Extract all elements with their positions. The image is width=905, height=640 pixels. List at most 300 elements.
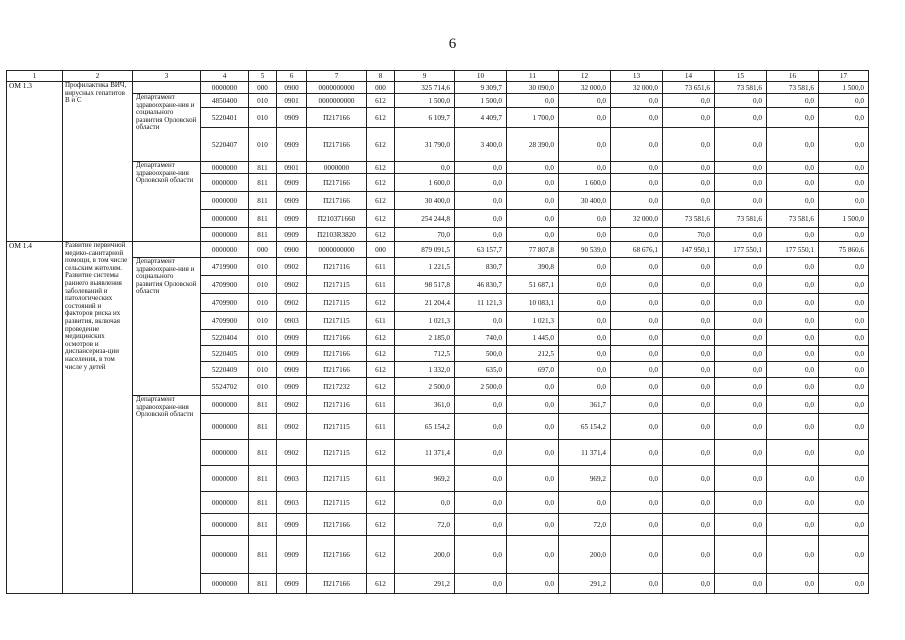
code-cell: 0909 [277,174,307,192]
amount-cell: 0,0 [559,94,611,108]
code-cell: 0000000 [201,162,249,174]
amount-cell: 0,0 [611,312,663,330]
amount-cell: 4 409,7 [455,108,507,128]
amount-cell: 0,0 [455,210,507,228]
code-cell: 5220407 [201,128,249,162]
code-cell: 611 [367,414,395,440]
amount-cell: 212,5 [507,346,559,362]
amount-cell: 0,0 [767,294,819,312]
code-cell: 0901 [277,94,307,108]
amount-cell: 0,0 [767,258,819,276]
executor-cell [133,82,201,94]
code-cell: П217166 [307,108,367,128]
code-cell: 0909 [277,108,307,128]
code-cell: 612 [367,294,395,312]
code-cell: 0902 [277,294,307,312]
amount-cell: 0,0 [507,192,559,210]
amount-cell: 0,0 [715,128,767,162]
code-cell: 612 [367,440,395,466]
amount-cell: 0,0 [507,414,559,440]
amount-cell: 30 400,0 [559,192,611,210]
code-cell: П217166 [307,128,367,162]
amount-cell: 1 700,0 [507,108,559,128]
amount-cell: 0,0 [559,210,611,228]
amount-cell: 73 581,6 [715,210,767,228]
code-cell: 0000000 [307,162,367,174]
amount-cell: 969,2 [395,466,455,492]
amount-cell: 1 221,5 [395,258,455,276]
amount-cell: 0,0 [663,174,715,192]
amount-cell: 0,0 [611,294,663,312]
amount-cell: 500,0 [455,346,507,362]
code-cell: 0900 [277,242,307,258]
code-cell: 811 [249,492,277,514]
amount-cell: 0,0 [559,162,611,174]
code-cell: 5220401 [201,108,249,128]
amount-cell: 0,0 [507,492,559,514]
amount-cell: 0,0 [767,574,819,594]
amount-cell: 254 244,8 [395,210,455,228]
column-header: 4 [201,71,249,82]
code-cell: П217115 [307,414,367,440]
amount-cell: 0,0 [611,162,663,174]
amount-cell: 0,0 [611,378,663,396]
code-cell: 0909 [277,228,307,242]
code-cell: 612 [367,174,395,192]
code-cell: 000 [367,82,395,94]
amount-cell: 0,0 [767,536,819,574]
amount-cell: 0,0 [455,514,507,536]
amount-cell: 0,0 [819,440,869,466]
amount-cell: 0,0 [455,192,507,210]
amount-cell: 0,0 [767,440,819,466]
code-cell: 612 [367,162,395,174]
code-cell: 010 [249,258,277,276]
amount-cell: 830,7 [455,258,507,276]
code-cell: 0901 [277,162,307,174]
amount-cell: 0,0 [663,258,715,276]
amount-cell: 0,0 [715,414,767,440]
amount-cell: 200,0 [395,536,455,574]
amount-cell: 0,0 [559,228,611,242]
code-cell: 811 [249,536,277,574]
table-row [7,258,869,276]
amount-cell: 30 090,0 [507,82,559,94]
code-cell: 811 [249,414,277,440]
code-cell: П217116 [307,258,367,276]
amount-cell: 65 154,2 [559,414,611,440]
amount-cell: 72,0 [395,514,455,536]
code-cell: П217166 [307,174,367,192]
code-cell: 4850400 [201,94,249,108]
amount-cell: 70,0 [395,228,455,242]
code-cell: 0000000 [201,396,249,414]
amount-cell: 0,0 [559,378,611,396]
amount-cell: 0,0 [715,440,767,466]
amount-cell: 0,0 [395,492,455,514]
amount-cell: 0,0 [559,312,611,330]
amount-cell: 0,0 [611,330,663,346]
code-cell: 0909 [277,210,307,228]
column-header: 17 [819,71,869,82]
amount-cell: 0,0 [819,362,869,378]
amount-cell: 291,2 [559,574,611,594]
code-cell: 0909 [277,128,307,162]
amount-cell: 0,0 [663,378,715,396]
amount-cell: 0,0 [611,466,663,492]
code-cell: 010 [249,276,277,294]
table-row [7,94,869,108]
amount-cell: 0,0 [611,192,663,210]
table-row [7,396,869,414]
code-cell: 0900 [277,82,307,94]
amount-cell: 0,0 [767,128,819,162]
amount-cell: 0,0 [663,574,715,594]
amount-cell: 200,0 [559,536,611,574]
column-header: 13 [611,71,663,82]
amount-cell: 0,0 [559,362,611,378]
executor-cell: Департамент здравоохране-ния Орловской области [133,396,201,594]
amount-cell: 63 157,7 [455,242,507,258]
code-cell: 4719900 [201,258,249,276]
amount-cell: 0,0 [663,312,715,330]
amount-cell: 1 500,0 [395,94,455,108]
amount-cell: 31 790,0 [395,128,455,162]
amount-cell: 0,0 [507,162,559,174]
amount-cell: 0,0 [507,396,559,414]
code-cell: 0000000 [201,174,249,192]
amount-cell: 0,0 [507,228,559,242]
executor-cell [133,242,201,258]
code-cell: 612 [367,536,395,574]
code-cell: 0000000000 [307,94,367,108]
amount-cell: 1 500,0 [455,94,507,108]
amount-cell: 177 550,1 [767,242,819,258]
amount-cell: 0,0 [715,108,767,128]
amount-cell: 0,0 [455,228,507,242]
code-cell: П217166 [307,536,367,574]
amount-cell: 0,0 [507,466,559,492]
amount-cell: 0,0 [663,94,715,108]
code-cell: 811 [249,192,277,210]
amount-cell: 0,0 [819,346,869,362]
amount-cell: 51 687,1 [507,276,559,294]
amount-cell: 0,0 [611,276,663,294]
amount-cell: 0,0 [767,108,819,128]
amount-cell: 0,0 [663,492,715,514]
amount-cell: 0,0 [455,162,507,174]
table-row [7,82,869,94]
code-cell: 0000000 [201,492,249,514]
code-cell: 612 [367,362,395,378]
amount-cell: 969,2 [559,466,611,492]
amount-cell: 0,0 [767,514,819,536]
amount-cell: 30 400,0 [395,192,455,210]
amount-cell: 0,0 [663,536,715,574]
amount-cell: 73 581,6 [715,82,767,94]
amount-cell: 0,0 [715,312,767,330]
code-cell: П217166 [307,514,367,536]
code-cell: 0000000 [201,82,249,94]
amount-cell: 0,0 [767,362,819,378]
amount-cell: 2 500,0 [455,378,507,396]
amount-cell: 0,0 [611,574,663,594]
code-cell: 0909 [277,362,307,378]
amount-cell: 68 676,1 [611,242,663,258]
code-cell: 010 [249,362,277,378]
amount-cell: 0,0 [559,294,611,312]
amount-cell: 0,0 [767,346,819,362]
amount-cell: 1 500,0 [819,82,869,94]
amount-cell: 6 109,7 [395,108,455,128]
code-cell: 0909 [277,378,307,396]
amount-cell: 0,0 [507,536,559,574]
amount-cell: 0,0 [663,294,715,312]
code-cell: 0909 [277,192,307,210]
amount-cell: 0,0 [663,128,715,162]
amount-cell: 0,0 [611,396,663,414]
amount-cell: 0,0 [715,192,767,210]
amount-cell: 0,0 [819,396,869,414]
amount-cell: 73 581,6 [767,210,819,228]
amount-cell: 0,0 [663,440,715,466]
amount-cell: 0,0 [819,536,869,574]
code-cell: 010 [249,128,277,162]
amount-cell: 0,0 [715,514,767,536]
column-header: 2 [63,71,133,82]
code-cell: 0909 [277,536,307,574]
column-header: 5 [249,71,277,82]
code-cell: 0909 [277,514,307,536]
code-cell: 0000000 [201,514,249,536]
amount-cell: 0,0 [663,276,715,294]
amount-cell: 0,0 [611,94,663,108]
code-cell: П2103R3820 [307,228,367,242]
amount-cell: 0,0 [663,346,715,362]
code-cell: 612 [367,108,395,128]
amount-cell: 2 185,0 [395,330,455,346]
amount-cell: 0,0 [663,162,715,174]
code-cell: 5220404 [201,330,249,346]
amount-cell: 147 950,1 [663,242,715,258]
code-cell: 0903 [277,312,307,330]
executor-cell: Департамент здравоохране-ния Орловской области [133,162,201,242]
amount-cell: 0,0 [767,94,819,108]
amount-cell: 0,0 [715,162,767,174]
amount-cell: 11 371,4 [559,440,611,466]
code-cell: 612 [367,514,395,536]
code-cell: П217166 [307,346,367,362]
amount-cell: 0,0 [507,378,559,396]
amount-cell: 697,0 [507,362,559,378]
code-cell: 010 [249,330,277,346]
page-number: 6 [448,36,457,52]
code-cell: 4709900 [201,312,249,330]
amount-cell: 0,0 [663,362,715,378]
amount-cell: 0,0 [819,276,869,294]
measure-code: ОМ 1.3 [7,82,63,242]
code-cell: П217232 [307,378,367,396]
column-header: 14 [663,71,715,82]
column-header: 8 [367,71,395,82]
amount-cell: 0,0 [663,396,715,414]
code-cell: 0000000000 [307,242,367,258]
code-cell: 0000000 [201,536,249,574]
code-cell: 0909 [277,574,307,594]
code-cell: П217166 [307,330,367,346]
amount-cell: 73 581,6 [767,82,819,94]
amount-cell: 0,0 [611,108,663,128]
code-cell: 611 [367,396,395,414]
code-cell: 811 [249,174,277,192]
code-cell: 5220409 [201,362,249,378]
amount-cell: 0,0 [611,536,663,574]
column-header: 10 [455,71,507,82]
column-header: 12 [559,71,611,82]
amount-cell: 0,0 [507,174,559,192]
column-header: 11 [507,71,559,82]
amount-cell: 0,0 [767,492,819,514]
amount-cell: 0,0 [819,330,869,346]
code-cell: 0903 [277,492,307,514]
code-cell: 4709900 [201,276,249,294]
code-cell: 611 [367,466,395,492]
amount-cell: 0,0 [663,414,715,440]
amount-cell: 75 860,6 [819,242,869,258]
amount-cell: 32 000,0 [611,210,663,228]
amount-cell: 0,0 [715,378,767,396]
amount-cell: 0,0 [663,330,715,346]
code-cell: 612 [367,346,395,362]
amount-cell: 0,0 [767,378,819,396]
code-cell: 811 [249,514,277,536]
amount-cell: 0,0 [767,466,819,492]
amount-cell: 0,0 [819,378,869,396]
code-cell: 612 [367,574,395,594]
code-cell: 612 [367,492,395,514]
amount-cell: 0,0 [715,466,767,492]
amount-cell: 0,0 [611,362,663,378]
code-cell: 611 [367,312,395,330]
amount-cell: 0,0 [715,492,767,514]
amount-cell: 0,0 [819,228,869,242]
amount-cell: 0,0 [611,514,663,536]
executor-cell: Департамент здравоохране-ния и социального развития Орловской области [133,94,201,162]
amount-cell: 32 000,0 [611,82,663,94]
code-cell: П217115 [307,312,367,330]
amount-cell: 0,0 [559,108,611,128]
amount-cell: 65 154,2 [395,414,455,440]
amount-cell: 0,0 [819,514,869,536]
column-header: 1 [7,71,63,82]
budget-table [6,70,869,594]
amount-cell: 11 371,4 [395,440,455,466]
amount-cell: 0,0 [715,276,767,294]
executor-cell: Департамент здравоохране-ния и социального развития Орловской области [133,258,201,396]
amount-cell: 0,0 [819,174,869,192]
amount-cell: 1 500,0 [819,210,869,228]
code-cell: 811 [249,396,277,414]
amount-cell: 0,0 [715,346,767,362]
amount-cell: 0,0 [819,414,869,440]
code-cell: 0000000 [201,440,249,466]
amount-cell: 390,8 [507,258,559,276]
code-cell: 010 [249,312,277,330]
code-cell: 4709900 [201,294,249,312]
measure-code: ОМ 1.4 [7,242,63,594]
amount-cell: 1 600,0 [395,174,455,192]
code-cell: 811 [249,466,277,492]
code-cell: 010 [249,294,277,312]
amount-cell: 0,0 [767,276,819,294]
measure-name: Профилактика ВИЧ, вирусных гепатитов В и С [63,82,133,242]
amount-cell: 0,0 [819,466,869,492]
amount-cell: 291,2 [395,574,455,594]
amount-cell: 0,0 [507,440,559,466]
code-cell: 0902 [277,440,307,466]
amount-cell: 0,0 [455,396,507,414]
code-cell: 0000000 [201,574,249,594]
code-cell: 0902 [277,414,307,440]
amount-cell: 0,0 [507,514,559,536]
amount-cell: 879 091,5 [395,242,455,258]
amount-cell: 635,0 [455,362,507,378]
code-cell: П217166 [307,192,367,210]
amount-cell: 0,0 [715,396,767,414]
amount-cell: 0,0 [611,414,663,440]
amount-cell: 1 445,0 [507,330,559,346]
amount-cell: 0,0 [715,174,767,192]
amount-cell: 325 714,6 [395,82,455,94]
amount-cell: 77 807,8 [507,242,559,258]
amount-cell: 10 083,1 [507,294,559,312]
code-cell: 010 [249,94,277,108]
amount-cell: 0,0 [819,108,869,128]
amount-cell: 0,0 [455,536,507,574]
code-cell: 0902 [277,276,307,294]
amount-cell: 0,0 [819,492,869,514]
code-cell: 611 [367,258,395,276]
amount-cell: 361,0 [395,396,455,414]
amount-cell: 0,0 [395,162,455,174]
amount-cell: 11 121,3 [455,294,507,312]
code-cell: 000 [249,242,277,258]
code-cell: 0903 [277,466,307,492]
code-cell: 010 [249,108,277,128]
amount-cell: 0,0 [819,192,869,210]
amount-cell: 0,0 [663,466,715,492]
code-cell: 000 [367,242,395,258]
header-row [7,71,869,82]
amount-cell: 1 332,0 [395,362,455,378]
code-cell: П217115 [307,440,367,466]
code-cell: 5220405 [201,346,249,362]
amount-cell: 70,0 [663,228,715,242]
amount-cell: 0,0 [455,174,507,192]
table-row [7,242,869,258]
code-cell: 0000000 [201,228,249,242]
amount-cell: 0,0 [455,312,507,330]
amount-cell: 0,0 [611,492,663,514]
code-cell: 612 [367,128,395,162]
amount-cell: 73 581,6 [663,210,715,228]
amount-cell: 0,0 [507,94,559,108]
code-cell: П217115 [307,466,367,492]
code-cell: 0000000 [201,466,249,492]
amount-cell: 0,0 [455,574,507,594]
amount-cell: 98 517,8 [395,276,455,294]
code-cell: 0000000 [201,210,249,228]
